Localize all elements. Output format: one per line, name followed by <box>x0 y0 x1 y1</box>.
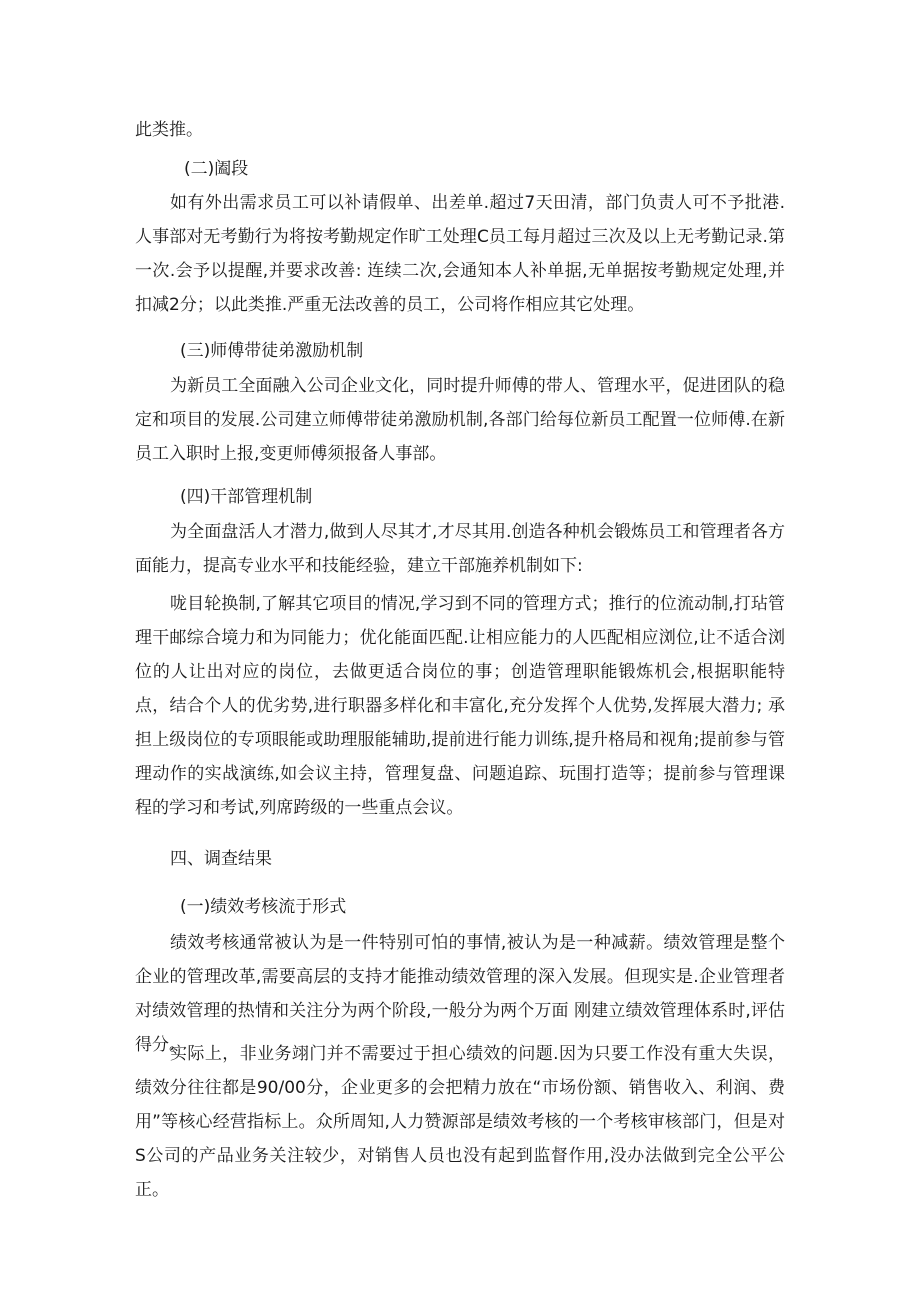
paragraph-mentorship: 为新员工全面融入公司企业文化，同时提升师傅的带人、管理水平，促进团队的稳定和项目的发展.公司建立师傅带徒弟激励机制,各部门给每位新员工配置一位师傅.在新员工入职时上报,变更师傅须报备人事部。 <box>135 376 785 464</box>
paragraph-attendance: 如有外出需求员工可以补请假单、出差单.超过7天田清，部门负责人可不予批港.人事部对无考勤行为将按考勤规定作旷工处理C员工每月超过三次及以上无考勤记录.第一次.会予以提醒,并要求改善: 连续二次,会通知本人补单据,无单据按考勤规定处理,并扣减2分；以此类推.严重无法改善的员工，公司将作相应其它处理。 <box>135 193 785 315</box>
subheading-four: (四)干部管理机制 <box>180 487 313 507</box>
paragraph-performance: 绩效考核通常被认为是一件特别可怕的事情,被认为是一种减薪。绩效管理是整个企业的管理改革,需要高层的支持才能推动绩效管理的深入发展。但现实是.企业管理者对绩效管理的热情和关注分为两个阶段,一般分为两个万面 刚建立绩效管理体系时,评估得分。 <box>135 933 785 1055</box>
paragraph-cadre-intro: 为全面盘活人才潜力,做到人尽其才,才尽其用.创造各种机会锻炼员工和管理者各方面能力，提高专业水平和技能经验，建立干部施养机制如下: <box>135 522 785 576</box>
section-heading-results: 四、调查结果 <box>170 849 272 869</box>
paragraph-continuation: 此类推。 <box>135 120 203 140</box>
subheading-one: (一)绩效考核流于形式 <box>180 897 347 917</box>
paragraph-cadre-details: 咙目轮换制,了解其它项目的情况,学习到不同的管理方式；推行的位流动制,打玷管理干邮综合境力和为同能力；优化能面匹配.让相应能力的人匹配相应浏位,让不适合浏位的人让出对应的岗位，去做更适合岗位的事；创造管理职能锻炼机会,根据职能特点，结合个人的优劣势,进行职器多样化和丰富化,充分发挥个人优势,发挥展大潜力; 承担上级岗位的专项眼能或助理服能辅助,提前进行能力训练,提升格局和视角;提前参与管理动作的实战演练,如会议主持，管理复盘、问题追踪、玩围打造等；提前参与管理课程的学习和考试,列席跨级的一些重点会议。 <box>135 594 785 818</box>
paragraph-reality: 实际上，非业务翊门并不需要过于担心绩效的问题.因为只要工作没有重大失误，绩效分往往都是90/00分，企业更多的会把精力放在“市场份额、销售收入、利润、费用”等核心经营指标上。众所周知,人力赞源部是绩效考核的一个考核审核部门，但是对S公司的产品业务关注较少，对销售人员也没有起到监督作用,没办法做到完全公平公正。 <box>135 1044 785 1200</box>
subheading-two: (二)阖段 <box>184 159 249 179</box>
subheading-three: (三)师傅带徒弟激励机制 <box>180 341 364 361</box>
